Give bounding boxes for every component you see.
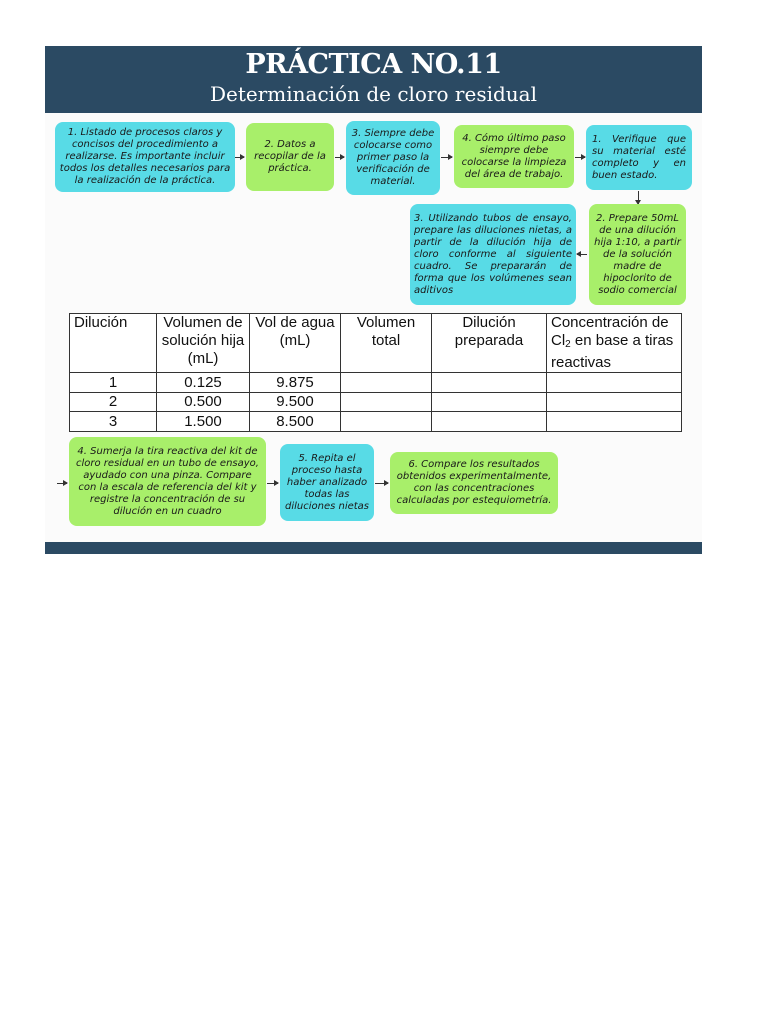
- page-subtitle: Determinación de cloro residual: [209, 82, 537, 106]
- arrow-connector: [577, 254, 587, 255]
- cell-total: [341, 412, 432, 432]
- cell-dilucion: 1: [70, 373, 157, 393]
- header-vol-agua: Vol de agua (mL): [250, 314, 341, 373]
- header-concentracion-text-2: en base a tiras reactivas: [551, 332, 674, 371]
- practice-sheet: [45, 46, 702, 554]
- header-concentracion: [547, 314, 682, 373]
- header-volumen-solucion: Volumen de solución hija (mL): [157, 314, 250, 373]
- step-diluciones: 3. Utilizando tubos de ensayo, prepare las diluciones nietas, a partir de la dilución hija de cloro conforme al siguiente cuadro. Se prepararán de forma que los volúmenes sean aditivos: [410, 204, 576, 305]
- arrow-connector: [375, 483, 388, 484]
- arrow-connector: [57, 483, 67, 484]
- step-prepare: 2. Prepare 50mL de una dilución hija 1:10, a partir de la solución madre de hipoclorito de sodio comercial: [589, 204, 686, 305]
- cell-preparada: [432, 412, 547, 432]
- arrow-connector: [335, 157, 344, 158]
- step-limpieza: 4. Cómo último paso siempre debe colocarse la limpieza del área de trabajo.: [454, 125, 574, 188]
- cell-total: [341, 373, 432, 393]
- table-row: [70, 412, 682, 432]
- arrow-connector: [235, 157, 244, 158]
- cell-agua: 9.875: [250, 373, 341, 393]
- table-header-row: [70, 314, 682, 373]
- step-listado: 1. Listado de procesos claros y concisos del procedimiento a realizarse. Es importante incluir todos los detalles necesarios para la realización de la práctica.: [55, 122, 235, 192]
- arrow-connector: [267, 483, 278, 484]
- cell-total: [341, 392, 432, 412]
- footer-bar: [45, 542, 702, 554]
- header-volumen-total: Volumen total: [341, 314, 432, 373]
- step-repita: 5. Repita el proceso hasta haber analizado todas las diluciones nietas: [280, 444, 374, 521]
- step-sumerja: 4. Sumerja la tira reactiva del kit de cloro residual en un tubo de ensayo, ayudado con una pinza. Compare con la escala de referencia del kit y registre la concentración de su dilución en un cuadro: [69, 437, 266, 526]
- dilution-table: [69, 313, 682, 432]
- page-title: PRÁCTICA NO.11: [245, 49, 502, 80]
- cell-agua: 9.500: [250, 392, 341, 412]
- cell-volumen: 1.500: [157, 412, 250, 432]
- cell-agua: 8.500: [250, 412, 341, 432]
- header-dilucion: Dilución: [70, 314, 157, 373]
- cell-volumen: 0.125: [157, 373, 250, 393]
- cell-concentracion: [547, 392, 682, 412]
- arrow-connector: [575, 157, 585, 158]
- header-dilucion-preparada: Dilución preparada: [432, 314, 547, 373]
- cell-concentracion: [547, 412, 682, 432]
- step-verificacion: 3. Siempre debe colocarse como primer paso la verificación de material.: [346, 121, 440, 195]
- cell-dilucion: 2: [70, 392, 157, 412]
- header-banner: [45, 46, 702, 113]
- cell-dilucion: 3: [70, 412, 157, 432]
- arrow-connector-down: [638, 191, 639, 204]
- table-row: [70, 373, 682, 393]
- cell-preparada: [432, 392, 547, 412]
- cell-concentracion: [547, 373, 682, 393]
- cell-volumen: 0.500: [157, 392, 250, 412]
- step-datos: 2. Datos a recopilar de la práctica.: [246, 123, 334, 191]
- step-compare: 6. Compare los resultados obtenidos experimentalmente, con las concentraciones calculadas por estequiometría.: [390, 452, 558, 514]
- arrow-connector: [441, 157, 452, 158]
- table-row: [70, 392, 682, 412]
- step-verifique: 1. Verifique que su material esté completo y en buen estado.: [586, 125, 692, 190]
- header-concentracion-text: Concentración de Cl: [551, 314, 669, 349]
- cell-preparada: [432, 373, 547, 393]
- header-concentracion-subscript: 2: [565, 339, 571, 350]
